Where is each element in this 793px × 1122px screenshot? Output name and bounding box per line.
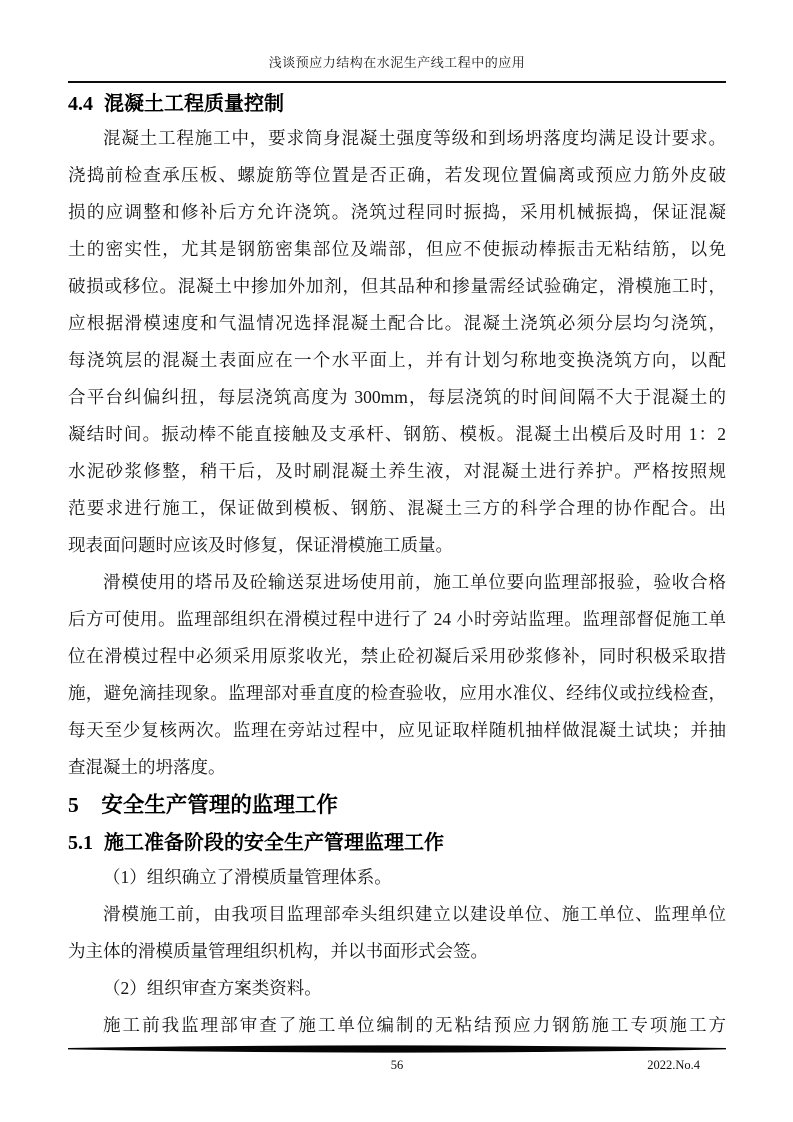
- text-line: 查混凝土的坍落度。: [68, 757, 226, 777]
- section-number: 4.4: [68, 93, 93, 115]
- text-line: 每天至少复核两次。监理在旁站过程中，应见证取样随机抽样做混凝土试块；并抽: [68, 720, 726, 740]
- text-line: 土的密实性，尤其是钢筋密集部位及端部，但应不使振动棒振击无粘结筋，以免: [68, 239, 726, 259]
- section-number: 5.1: [68, 832, 93, 854]
- chapter-title: 安全生产管理的监理工作: [101, 793, 338, 817]
- paragraph-supervision: [68, 564, 726, 786]
- text-line: 位在滑模过程中必须采用原浆收光，禁止砼初凝后采用砂浆修补，同时积极采取措: [68, 646, 726, 666]
- header-rule: [68, 81, 726, 83]
- list-item-2: （2）组织审查方案类资料。: [103, 978, 322, 998]
- text-line: 为主体的滑模质量管理组织机构，并以书面形式会签。: [68, 941, 488, 961]
- footer-rule: [68, 1045, 726, 1054]
- text-line: 后方可使用。监理部组织在滑模过程中进行了 24 小时旁站监理。监理部督促施工单: [68, 609, 726, 629]
- text-line: 现表面问题时应该及时修复，保证滑模施工质量。: [68, 535, 453, 555]
- running-header-title: 浅谈预应力结构在水泥生产线工程中的应用: [268, 55, 526, 70]
- section-title: 混凝土工程质量控制: [104, 93, 284, 115]
- text-line: 混凝土工程施工中，要求筒身混凝土强度等级和到场坍落度均满足设计要求。: [103, 128, 726, 148]
- section-heading-5-1: [68, 827, 726, 859]
- text-line: 每浇筑层的混凝土表面应在一个水平面上，并有计划匀称地变换浇筑方向，以配: [68, 350, 726, 370]
- chapter-heading-5: [68, 789, 726, 822]
- text-line: 应根据滑模速度和气温情况选择混凝土配合比。混凝土浇筑必须分层均匀浇筑，: [68, 313, 726, 333]
- text-line: 范要求进行施工，保证做到模板、钢筋、混凝土三方的科学合理的协作配合。出: [68, 498, 726, 518]
- text-line: 破损或移位。混凝土中掺加外加剂，但其品种和掺量需经试验确定，滑模施工时，: [68, 276, 726, 296]
- text-line: 施工前我监理部审查了施工单位编制的无粘结预应力钢筋施工专项施工方: [103, 1015, 726, 1035]
- paragraph-concrete-quality: [68, 120, 726, 564]
- page-number: 56: [390, 1058, 404, 1072]
- text-line: 凝结时间。振动棒不能直接触及支承杆、钢筋、模板。混凝土出模后及时用 1：2: [68, 424, 726, 444]
- text-line: 浇捣前检查承压板、螺旋筋等位置是否正确，若发现位置偏离或预应力筋外皮破: [68, 165, 726, 185]
- text-line: 施，避免滴挂现象。监理部对垂直度的检查验收，应用水准仪、经纬仪或拉线检查，: [68, 683, 726, 703]
- page-footer: [68, 1045, 726, 1074]
- list-item-1: （1）组织确立了滑模质量管理体系。: [103, 867, 392, 887]
- text-line: 水泥砂浆修整，稍干后，及时刷混凝土养生液，对混凝土进行养护。严格按照规: [68, 461, 726, 481]
- text-line: 滑模使用的塔吊及砼输送泵进场使用前，施工单位要向监理部报验，验收合格: [103, 572, 726, 592]
- issue-number: 2022.No.4: [647, 1058, 700, 1072]
- text-line: 滑模施工前，由我项目监理部牵头组织建立以建设单位、施工单位、监理单位: [103, 904, 726, 924]
- paragraph-safety-prep: [68, 859, 726, 1044]
- text-line: 合平台纠偏纠扭，每层浇筑高度为 300mm，每层浇筑的时间间隔不大于混凝土的: [68, 387, 726, 407]
- section-heading-4-4: [68, 88, 726, 120]
- text-line: 损的应调整和修补后方允许浇筑。浇筑过程同时振捣，采用机械振捣，保证混凝: [68, 202, 726, 222]
- chapter-number: 5: [68, 793, 79, 817]
- section-title: 施工准备阶段的安全生产管理监理工作: [104, 832, 444, 854]
